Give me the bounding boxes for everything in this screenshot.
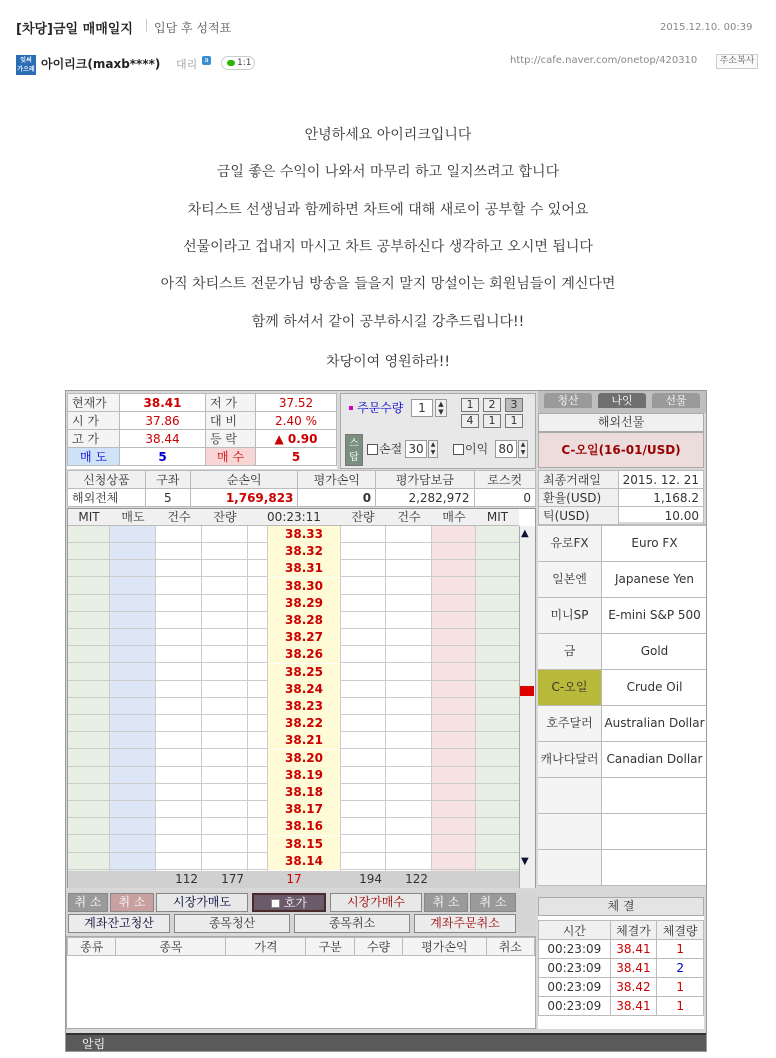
ladder-row[interactable]	[68, 595, 519, 612]
scroll-up-icon[interactable]: ▲	[521, 528, 529, 539]
hoga-checkbox	[271, 899, 280, 908]
symbol-item[interactable]	[538, 742, 706, 778]
symbol-korean: 금	[538, 634, 602, 669]
trades-title: 체 결	[538, 897, 704, 916]
current-price: 38.41	[120, 394, 206, 412]
acct-header-net-pnl: 순손익	[190, 471, 298, 489]
ladder-row[interactable]	[68, 750, 519, 767]
market-buy-button[interactable]: 시장가매수	[330, 893, 422, 912]
acct-product: 해외전체	[68, 489, 146, 507]
trade-time: 00:23:09	[539, 997, 611, 1016]
price-ladder	[67, 508, 536, 888]
ladder-row[interactable]	[68, 801, 519, 818]
scroll-down-icon[interactable]: ▼	[521, 856, 529, 867]
ladder-price: 38.22	[268, 715, 340, 732]
trades-header-price: 체결가	[610, 921, 657, 940]
ladder-price: 38.16	[268, 818, 340, 835]
ladder-row[interactable]	[68, 784, 519, 801]
status-label: 알림	[82, 1037, 106, 1051]
quote-panel	[67, 393, 337, 469]
take-profit-label: 이익	[465, 442, 489, 456]
open-price: 37.86	[120, 412, 206, 430]
ladder-footer	[68, 871, 519, 888]
ladder-price: 38.32	[268, 543, 340, 560]
acct-header-eval-pnl: 평가손익	[298, 471, 376, 489]
symbol-item[interactable]	[538, 670, 706, 706]
footer-sell-count: 112	[175, 872, 198, 886]
ladder-price: 38.21	[268, 732, 340, 749]
avatar[interactable]	[16, 55, 36, 75]
acct-count: 5	[145, 489, 190, 507]
stop-loss-checkbox[interactable]	[367, 444, 378, 455]
orders-header-item: 종목	[116, 938, 226, 956]
product-name: C-오일(16-01/USD)	[538, 432, 704, 468]
message-line-5: 아직 차티스트 전문가님 방송을 들을지 말지 망설이는 회원님들이 계신다면	[160, 276, 616, 292]
last-trade-date: 2015. 12. 21	[618, 471, 703, 489]
symbol-korean: 일본엔	[538, 562, 602, 597]
author-name[interactable]: 아이리크(maxb****)	[41, 57, 161, 71]
ladder-header-count-2: 건수	[397, 510, 421, 524]
post-category[interactable]: 입담 후 성적표	[154, 21, 232, 35]
trade-price: 38.41	[610, 940, 657, 959]
symbol-korean: C-오일	[538, 670, 602, 705]
orders-header-pnl: 평가손익	[403, 938, 486, 956]
trade-qty: 1	[657, 997, 704, 1016]
orders-header-type: 종류	[68, 938, 116, 956]
symbol-korean	[538, 778, 602, 813]
trade-time: 00:23:09	[539, 940, 611, 959]
diff-label: 대 비	[206, 412, 256, 430]
ladder-row[interactable]	[68, 681, 519, 698]
trade-time: 00:23:09	[539, 978, 611, 997]
acct-header-product: 신청상품	[68, 471, 146, 489]
symbol-item[interactable]	[538, 850, 706, 886]
post-url[interactable]: http://cafe.naver.com/onetop/420310	[510, 55, 698, 66]
tick-label: 틱(USD)	[539, 507, 619, 525]
orders-header-cancel: 취소	[486, 938, 534, 956]
ladder-price: 38.25	[268, 664, 340, 681]
message-line-6: 함께 하셔서 같이 공부하시길 강추드립니다!!	[251, 314, 525, 330]
tick-value: 10.00	[618, 507, 703, 525]
ladder-row[interactable]	[68, 767, 519, 784]
avatar-text: 잊써 가으레	[17, 57, 35, 73]
trades-panel	[538, 897, 704, 1029]
qty-preset-5[interactable]: 1	[483, 414, 501, 428]
chat-bubble-icon	[227, 60, 235, 66]
ladder-row[interactable]	[68, 853, 519, 870]
ladder-price: 38.28	[268, 612, 340, 629]
tab-futures[interactable]: 선물	[652, 393, 700, 408]
symbol-english: Euro FX	[631, 536, 678, 550]
symbol-korean: 캐나다달러	[538, 742, 602, 777]
ladder-price: 38.24	[268, 681, 340, 698]
symbol-korean: 미니SP	[538, 598, 602, 633]
symbol-item[interactable]	[538, 562, 706, 598]
trade-price: 38.41	[610, 959, 657, 978]
symbol-item[interactable]	[538, 778, 706, 814]
acct-header-margin: 평가담보금	[376, 471, 474, 489]
ladder-price: 38.15	[268, 836, 340, 853]
symbol-english	[603, 814, 706, 849]
trade-qty: 1	[657, 978, 704, 997]
low-price: 37.52	[256, 394, 337, 412]
ladder-price: 38.19	[268, 767, 340, 784]
ladder-price: 38.29	[268, 595, 340, 612]
symbol-english: Australian Dollar	[604, 716, 705, 730]
qty-preset-4[interactable]: 4	[461, 414, 479, 428]
loss-stepper[interactable]: ▲ ▼	[428, 440, 438, 458]
title-divider	[146, 19, 147, 32]
message-line-3: 차티스트 선생님과 함께하면 차트에 대해 새로이 공부할 수 있어요	[187, 202, 589, 218]
ladder-price: 38.20	[268, 750, 340, 767]
ladder-row[interactable]	[68, 836, 519, 853]
message-line-2: 금일 좋은 수익이 나와서 마무리 하고 일지쓰려고 합니다	[216, 164, 560, 180]
orders-header-price: 가격	[226, 938, 306, 956]
ladder-rows	[68, 526, 519, 871]
ladder-row[interactable]	[68, 629, 519, 646]
cancel-sell-button[interactable]: 취 소	[110, 893, 154, 912]
open-price-label: 시 가	[68, 412, 120, 430]
trade-row	[539, 940, 704, 959]
trade-price: 38.42	[610, 978, 657, 997]
ladder-header-buy: 매수	[442, 510, 466, 524]
ladder-price: 38.18	[268, 784, 340, 801]
ladder-row[interactable]	[68, 543, 519, 560]
stop-loss-label: 손절	[379, 442, 403, 456]
change-label: 등 락	[206, 430, 256, 448]
symbol-english	[603, 850, 706, 885]
ladder-row[interactable]	[68, 664, 519, 681]
trade-time: 00:23:09	[539, 959, 611, 978]
trade-row	[539, 997, 704, 1016]
symbol-english: Gold	[640, 644, 669, 658]
cancel-buy-mit-button[interactable]: 취 소	[470, 893, 516, 912]
ladder-row[interactable]	[68, 698, 519, 715]
symbol-english: E-mini S&P 500	[608, 608, 701, 622]
trades-header-time: 시간	[539, 921, 611, 940]
right-tab-bar	[538, 391, 707, 413]
acct-net-pnl: 1,769,823	[190, 489, 298, 507]
qty-preset-3[interactable]: 3	[505, 398, 523, 412]
symbol-english: Canadian Dollar	[606, 752, 703, 766]
author-role: 대리	[176, 58, 198, 71]
change-value: ▲ 0.90	[256, 430, 337, 448]
stop-button[interactable]: 스탑	[345, 434, 363, 466]
symbol-english: Crude Oil	[626, 680, 683, 694]
cancel-sell-mit-button[interactable]: 취 소	[68, 893, 108, 912]
trades-header-qty: 체결량	[657, 921, 704, 940]
section-title: 해외선물	[538, 413, 704, 432]
tab-clear[interactable]: 청산	[544, 393, 592, 408]
acct-margin: 2,282,972	[376, 489, 474, 507]
ladder-price: 38.31	[268, 560, 340, 577]
acct-eval-pnl: 0	[298, 489, 376, 507]
symbol-korean: 호주달러	[538, 706, 602, 741]
symbol-item[interactable]	[538, 598, 706, 634]
ladder-header-sell: 매도	[121, 510, 145, 524]
trade-price: 38.41	[610, 997, 657, 1016]
diff-value: 2.40 %	[256, 412, 337, 430]
footer-diff: 17	[286, 872, 302, 886]
ladder-price: 38.33	[268, 526, 340, 543]
ladder-row[interactable]	[68, 818, 519, 835]
orders-header-qty: 수량	[354, 938, 402, 956]
contract-info	[538, 470, 704, 522]
footer-buy-count: 122	[405, 872, 428, 886]
ladder-header-mit-sell: MIT	[78, 510, 100, 524]
ladder-header-remain: 잔량	[213, 510, 237, 524]
buy-label: 매 수	[206, 448, 256, 466]
item-cancel-button[interactable]: 종목취소	[294, 914, 410, 933]
take-profit-checkbox[interactable]	[453, 444, 464, 455]
acct-header-accounts: 구좌	[145, 471, 190, 489]
message-line-1: 안녕하세요 아이리크입니다	[304, 127, 472, 143]
trade-qty: 2	[657, 959, 704, 978]
sell-count: 5	[120, 448, 206, 466]
footer-sell-remain: 177	[221, 872, 244, 886]
cancel-buy-button[interactable]: 취 소	[424, 893, 468, 912]
symbol-korean: 유로FX	[538, 526, 602, 561]
trade-row	[539, 959, 704, 978]
ladder-row[interactable]	[68, 612, 519, 629]
ladder-row[interactable]	[68, 646, 519, 663]
symbol-korean	[538, 814, 602, 849]
account-cancel-button[interactable]: 계좌주문취소	[414, 914, 516, 933]
ladder-time: 00:23:11	[267, 510, 321, 524]
order-settings	[340, 393, 536, 469]
take-profit-input[interactable]: 80	[495, 440, 517, 458]
symbol-item[interactable]	[538, 634, 706, 670]
current-price-marker	[520, 686, 534, 696]
fx-rate: 1,168.2	[618, 489, 703, 507]
bullet-icon	[349, 406, 353, 410]
footer-buy-remain: 194	[359, 872, 382, 886]
ladder-row[interactable]	[68, 732, 519, 749]
qty-preset-1[interactable]: 1	[461, 398, 479, 412]
sell-label: 매 도	[68, 448, 120, 466]
symbol-english	[603, 778, 706, 813]
high-price-label: 고 가	[68, 430, 120, 448]
trade-qty: 1	[657, 940, 704, 959]
high-price: 38.44	[120, 430, 206, 448]
ladder-row[interactable]	[68, 578, 519, 595]
account-clear-button[interactable]: 계좌잔고청산	[68, 914, 170, 933]
hoga-label: 호가	[283, 896, 307, 910]
ladder-header-count: 건수	[167, 510, 191, 524]
order-qty-input[interactable]: 1	[411, 399, 433, 417]
post-title: [차당]금일 매매일지	[16, 22, 133, 37]
message-line-4: 선물이라고 겁내지 마시고 차트 공부하신다 생각하고 오시면 됩니다	[183, 239, 593, 255]
trade-row	[539, 978, 704, 997]
status-bar	[66, 1033, 707, 1052]
ladder-row[interactable]	[68, 526, 519, 543]
post-date: 2015.12.10. 00:39	[660, 22, 753, 33]
market-sell-button[interactable]: 시장가매도	[156, 893, 248, 912]
ladder-price: 38.30	[268, 578, 340, 595]
copy-url-button[interactable]: 주소복사	[716, 54, 758, 69]
account-panel	[67, 470, 536, 506]
buy-count: 5	[256, 448, 337, 466]
ladder-price: 38.26	[268, 646, 340, 663]
item-clear-button[interactable]: 종목청산	[174, 914, 290, 933]
role-badge: a	[202, 56, 211, 65]
qty-preset-6[interactable]: 1	[505, 414, 523, 428]
ladder-header-mit-buy: MIT	[486, 510, 509, 524]
chat-label: 1:1	[237, 58, 252, 68]
ladder-row[interactable]	[68, 715, 519, 732]
hoga-button[interactable]	[252, 893, 326, 912]
trading-screenshot	[65, 390, 707, 1052]
ladder-price: 38.27	[268, 629, 340, 646]
chat-button[interactable]	[221, 56, 255, 70]
stop-loss-input[interactable]: 30	[405, 440, 427, 458]
qty-preset-2[interactable]: 2	[483, 398, 501, 412]
orders-header-side: 구분	[306, 938, 354, 956]
acct-header-losscut: 로스컷	[474, 471, 535, 489]
low-price-label: 저 가	[206, 394, 256, 412]
orders-table	[66, 936, 536, 1029]
acct-losscut: 0	[474, 489, 535, 507]
symbol-item[interactable]	[538, 526, 706, 562]
action-bar	[66, 891, 536, 933]
fx-rate-label: 환율(USD)	[539, 489, 619, 507]
ladder-price: 38.14	[268, 853, 340, 870]
ladder-header	[68, 509, 519, 526]
symbol-english: Japanese Yen	[614, 572, 695, 586]
ladder-price: 38.23	[268, 698, 340, 715]
ladder-row[interactable]	[68, 560, 519, 577]
tab-night[interactable]: 나잇	[598, 393, 646, 408]
order-qty-label: 주문수량	[357, 401, 404, 415]
symbol-item[interactable]	[538, 706, 706, 742]
ladder-header-remain-2: 잔량	[351, 510, 375, 524]
qty-stepper[interactable]: ▲ ▼	[435, 399, 447, 417]
last-trade-label: 최종거래일	[539, 471, 619, 489]
ladder-price: 38.17	[268, 801, 340, 818]
message-line-7: 차당이여 영원하라!!	[326, 354, 450, 370]
profit-stepper[interactable]: ▲ ▼	[518, 440, 528, 458]
symbol-korean	[538, 850, 602, 885]
current-price-label: 현재가	[68, 394, 120, 412]
ladder-scrollbar[interactable]	[519, 526, 535, 888]
symbol-item[interactable]	[538, 814, 706, 850]
